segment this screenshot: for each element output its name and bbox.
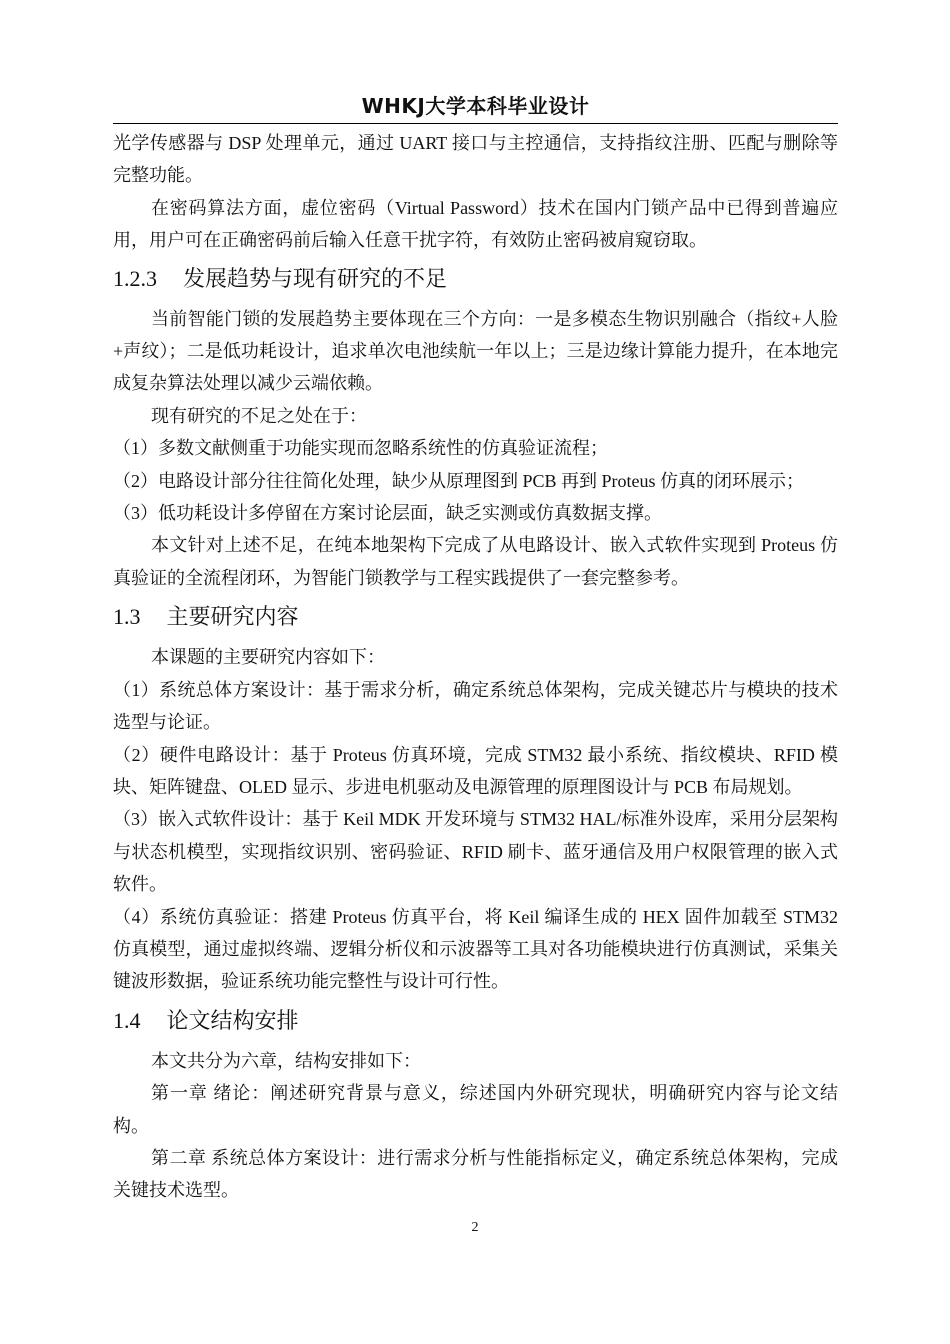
paragraph-shortcomings-intro: 现有研究的不足之处在于：: [151, 405, 367, 426]
page-body: [113, 127, 838, 1207]
list-item: （1）系统总体方案设计：基于需求分析，确定系统总体架构，完成关键芯片与模块的技术选型与论证。: [113, 679, 838, 733]
section-heading-1-4: [113, 1007, 838, 1036]
section-number: 1.2.3: [113, 265, 157, 291]
section-title: 论文结构安排: [166, 1008, 299, 1034]
list-item: （2）电路设计部分往往简化处理，缺少从原理图到 PCB 再到 Proteus 仿真的闭环展示；: [113, 470, 805, 491]
paragraph-structure-intro: 本文共分为六章，结构安排如下：: [151, 1050, 421, 1071]
paragraph-contribution: 本文针对上述不足，在纯本地架构下完成了从电路设计、嵌入式软件实现到 Proteus 仿真验证的全流程闭环，为智能门锁教学与工程实践提供了一套完整参考。: [113, 535, 838, 588]
page-header-title: WHKJ大学本科毕业设计: [361, 94, 590, 118]
section-number: 1.4: [113, 1007, 141, 1033]
section-number: 1.3: [113, 604, 141, 630]
list-item: （4）系统仿真验证：搭建 Proteus 仿真平台，将 Keil 编译生成的 HEX 固件加载至 STM32 仿真模型，通过虚拟终端、逻辑分析仪和示波器等工具对各功能模块进行仿真测试，采集关键波形数据，验证系统功能完整性与设计可行性。: [113, 906, 838, 992]
section-title: 发展趋势与现有研究的不足: [183, 266, 448, 292]
section-title: 主要研究内容: [166, 605, 299, 631]
section-heading-1-2-3: [113, 265, 838, 294]
paragraph-trends: 当前智能门锁的发展趋势主要体现在三个方向：一是多模态生物识别融合（指纹+人脸+声纹）；二是低功耗设计，追求单次电池续航一年以上；三是边缘计算能力提升，在本地完成复杂算法处理以减少云端依赖。: [113, 308, 838, 394]
chapter-summary: 第一章 绪论：阐述研究背景与意义，综述国内外研究现状，明确研究内容与论文结构。: [113, 1083, 838, 1136]
section-heading-1-3: [113, 603, 838, 632]
list-item: （1）多数文献侧重于功能实现而忽略系统性的仿真验证流程；: [113, 438, 608, 459]
list-item: （3）嵌入式软件设计：基于 Keil MDK 开发环境与 STM32 HAL/标准外设库，采用分层架构与状态机模型，实现指纹识别、密码验证、RFID 刷卡、蓝牙通信及用户权限管理的嵌入式软件。: [113, 809, 838, 895]
paragraph-research-intro: 本课题的主要研究内容如下：: [151, 647, 385, 668]
list-item: （2）硬件电路设计：基于 Proteus 仿真环境，完成 STM32 最小系统、指纹模块、RFID 模块、矩阵键盘、OLED 显示、步进电机驱动及电源管理的原理图设计与 PCB 布局规划。: [113, 744, 838, 797]
list-item: （3）低功耗设计多停留在方案讨论层面，缺乏实测或仿真数据支撑。: [113, 503, 662, 524]
chapter-summary: 第二章 系统总体方案设计：进行需求分析与性能指标定义，确定系统总体架构，完成关键技术选型。: [113, 1147, 838, 1201]
page-number: 2: [471, 1220, 479, 1235]
header-divider: [113, 123, 838, 124]
paragraph-virtual-password: 在密码算法方面，虚位密码（Virtual Password）技术在国内门锁产品中已得到普遍应用，用户可在正确密码前后输入任意干扰字符，有效防止密码被肩窥窃取。: [113, 197, 838, 251]
paragraph-continued: 光学传感器与 DSP 处理单元，通过 UART 接口与主控通信，支持指纹注册、匹配与删除等完整功能。: [113, 133, 838, 186]
